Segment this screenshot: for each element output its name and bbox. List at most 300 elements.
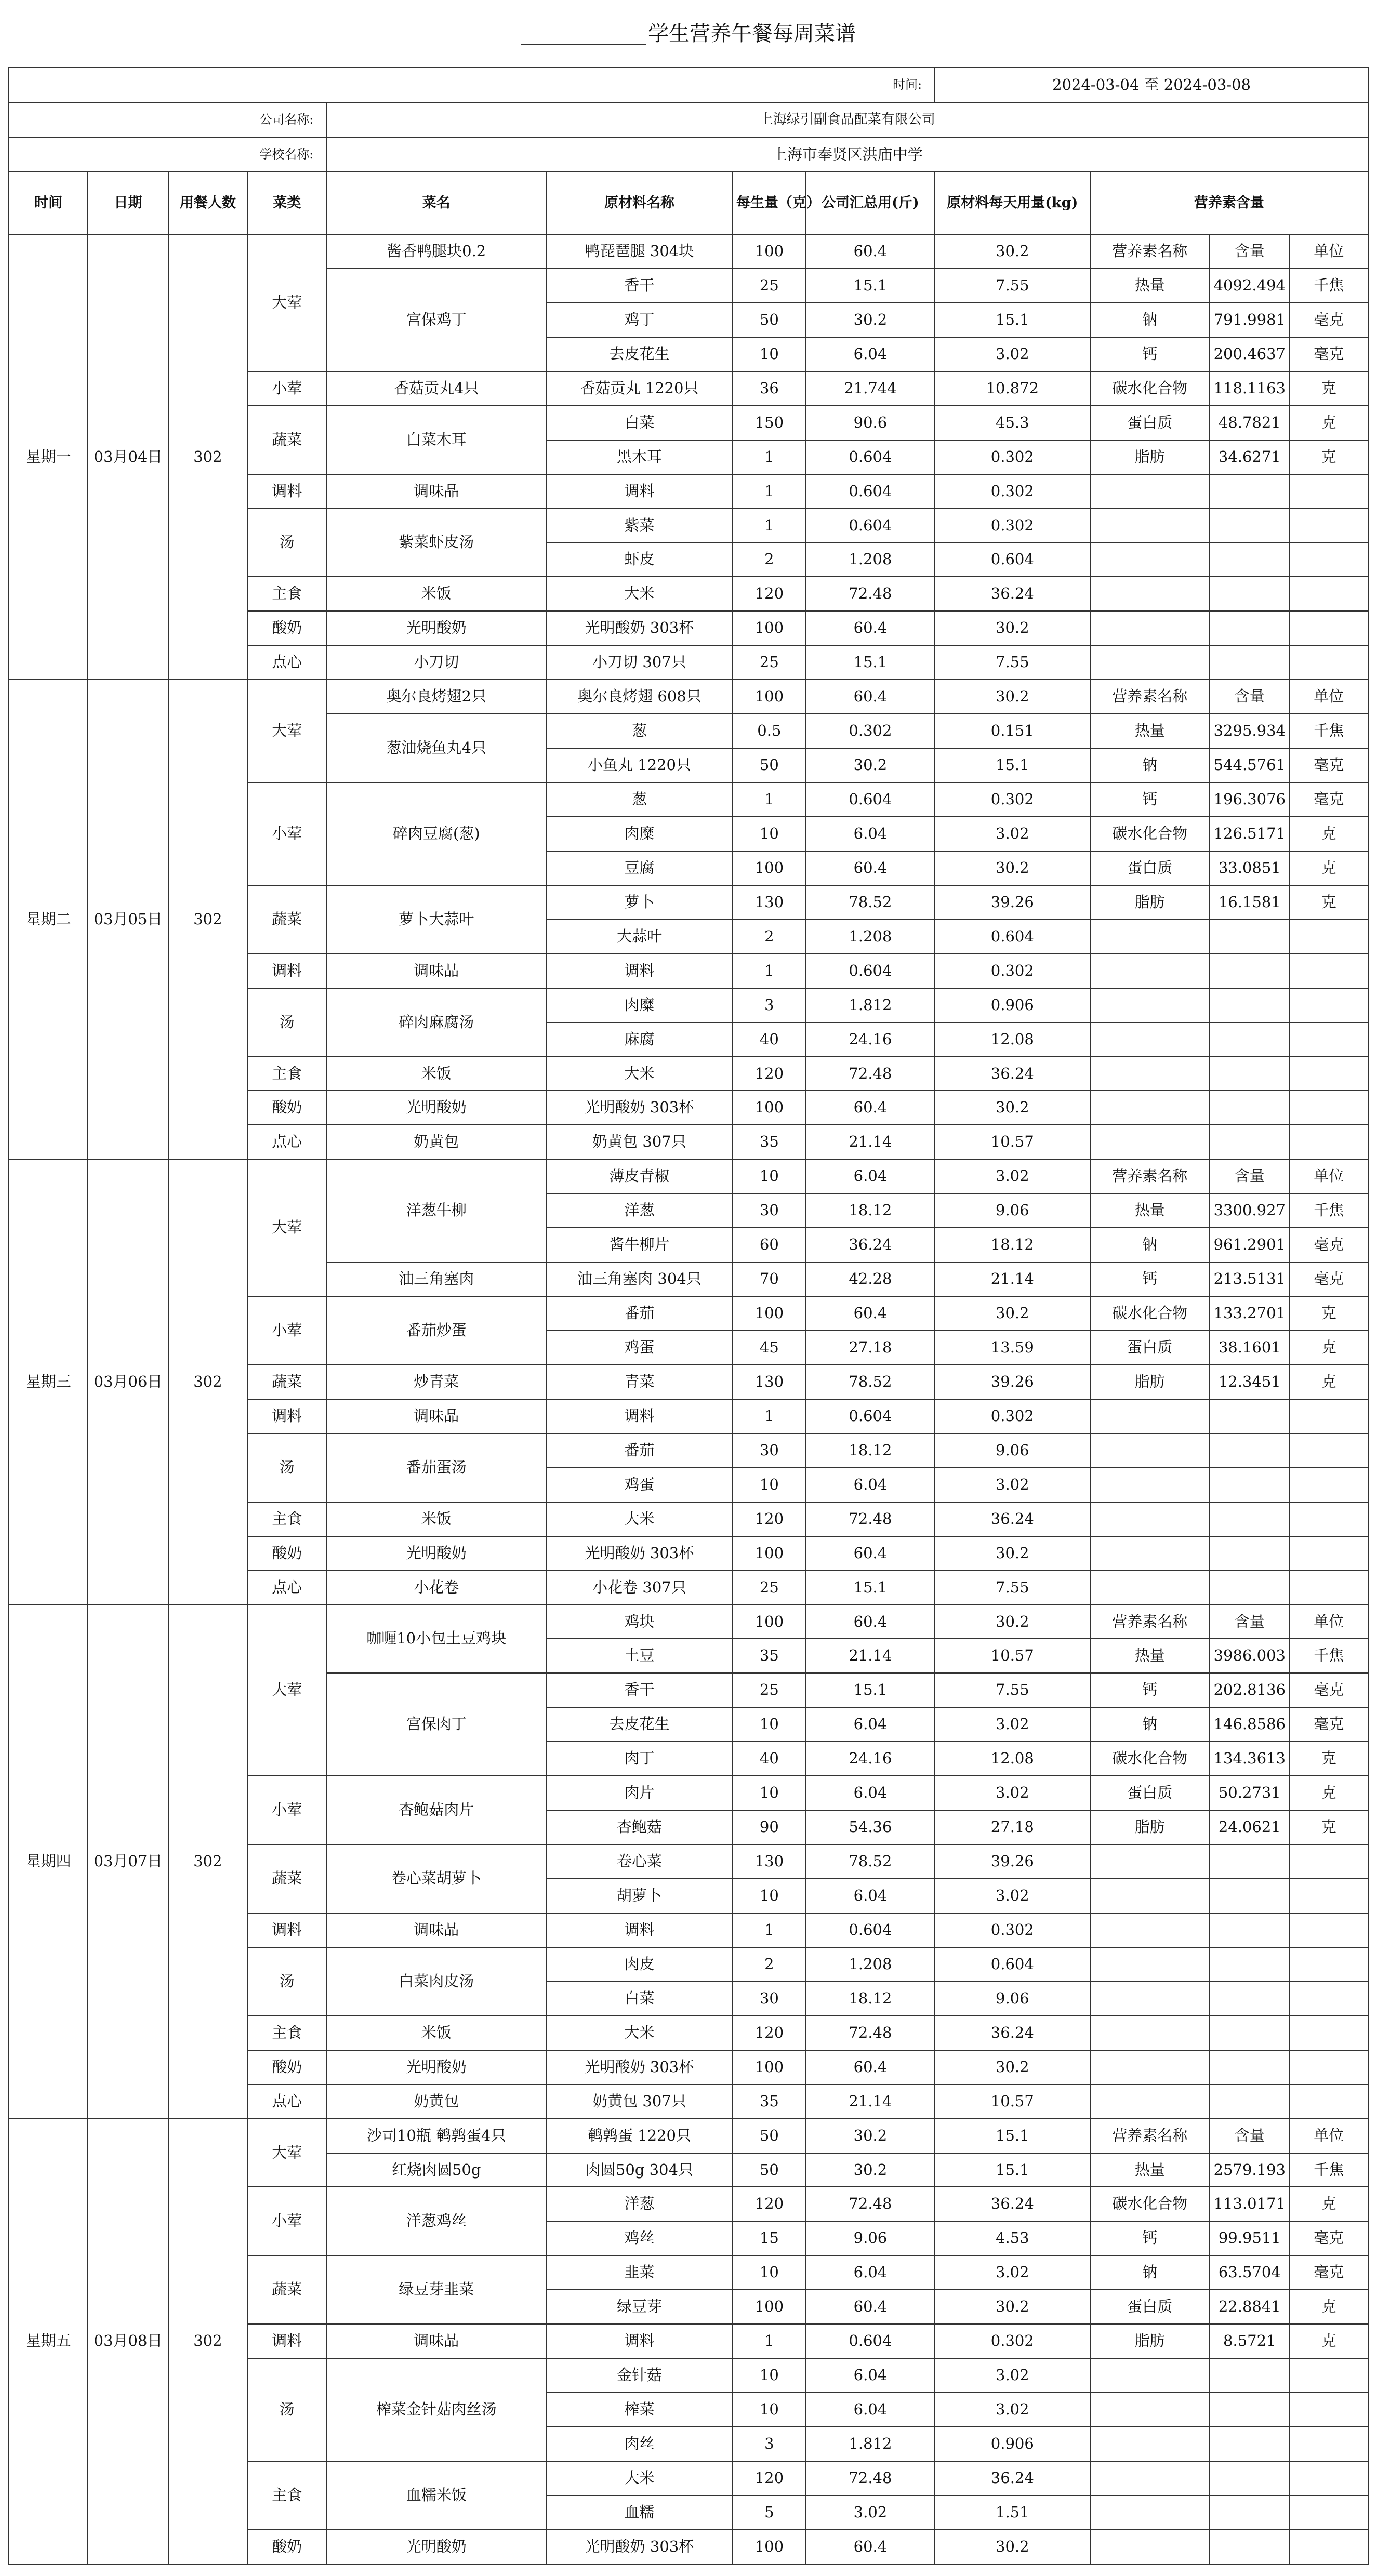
nutrient-amount-cell: 146.8586 (1210, 1707, 1289, 1742)
nutrient-empty-cell (1090, 645, 1210, 680)
daily-kg-cell: 3.02 (935, 337, 1090, 371)
daily-kg-cell: 3.02 (935, 1776, 1090, 1810)
company-total-cell: 6.04 (806, 2393, 935, 2427)
nutrient-empty-cell (1289, 611, 1368, 645)
daily-kg-cell: 30.2 (935, 611, 1090, 645)
dish-name-cell: 白菜肉皮汤 (326, 1947, 546, 2016)
daily-kg-cell: 10.872 (935, 371, 1090, 406)
nutrient-amount-cell: 2579.193 (1210, 2153, 1289, 2187)
ingredient-cell: 黑木耳 (546, 440, 733, 474)
nutrient-unit-cell: 克 (1289, 851, 1368, 885)
company-total-cell: 6.04 (806, 1879, 935, 1913)
nutrient-empty-cell (1210, 645, 1289, 680)
ingredient-cell: 鸡蛋 (546, 1331, 733, 1365)
daily-kg-cell: 30.2 (935, 680, 1090, 714)
per-student-grams-cell: 25 (733, 1571, 806, 1605)
per-student-grams-cell: 120 (733, 2016, 806, 2050)
category-cell: 主食 (247, 1057, 326, 1091)
dish-name-cell: 香菇贡丸4只 (326, 371, 546, 406)
page-title (9, 0, 1368, 68)
nutrient-empty-cell (1289, 1913, 1368, 1947)
dish-name-cell: 番茄蛋汤 (326, 1433, 546, 1502)
ingredient-cell: 光明酸奶 303杯 (546, 2530, 733, 2564)
company-total-cell: 30.2 (806, 2119, 935, 2153)
nutrient-empty-cell (1210, 2461, 1289, 2495)
nutrient-empty-cell (1289, 1536, 1368, 1571)
company-total-cell: 72.48 (806, 1057, 935, 1091)
nutrient-unit-cell: 毫克 (1289, 303, 1368, 337)
ingredient-cell: 萝卜 (546, 885, 733, 920)
nutrient-empty-cell (1210, 920, 1289, 954)
nutrient-unit-cell: 单位 (1289, 1605, 1368, 1639)
nutrient-amount-cell: 34.6271 (1210, 440, 1289, 474)
nutrient-empty-cell (1210, 1844, 1289, 1879)
category-cell: 酸奶 (247, 1091, 326, 1125)
nutrient-unit-cell: 克 (1289, 2324, 1368, 2358)
daily-kg-cell: 30.2 (935, 2050, 1090, 2084)
daily-kg-cell: 15.1 (935, 2119, 1090, 2153)
daily-kg-cell: 30.2 (935, 2290, 1090, 2324)
daily-kg-cell: 9.06 (935, 1193, 1090, 1228)
company-total-cell: 21.14 (806, 1639, 935, 1673)
company-total-cell: 1.812 (806, 2427, 935, 2461)
daily-kg-cell: 10.57 (935, 1125, 1090, 1159)
company-total-cell: 24.16 (806, 1742, 935, 1776)
ingredient-cell: 鸡块 (546, 1605, 733, 1639)
per-student-grams-cell: 60 (733, 1228, 806, 1262)
nutrient-empty-cell (1289, 1468, 1368, 1502)
nutrient-name-cell: 热量 (1090, 714, 1210, 748)
dish-name-cell: 光明酸奶 (326, 1536, 546, 1571)
daily-kg-cell: 9.06 (935, 1433, 1090, 1468)
nutrient-name-cell: 热量 (1090, 1639, 1210, 1673)
category-cell: 汤 (247, 509, 326, 577)
nutrient-unit-cell: 千焦 (1289, 2153, 1368, 2187)
company-total-cell: 3.02 (806, 2495, 935, 2530)
nutrient-name-cell: 蛋白质 (1090, 1331, 1210, 1365)
per-student-grams-cell: 10 (733, 2255, 806, 2290)
company-total-cell: 6.04 (806, 1776, 935, 1810)
daily-kg-cell: 0.302 (935, 782, 1090, 817)
nutrient-unit-cell: 克 (1289, 1742, 1368, 1776)
dish-name-cell: 宫保鸡丁 (326, 269, 546, 371)
ingredient-cell: 鸡蛋 (546, 1468, 733, 1502)
dish-name-cell: 碎肉麻腐汤 (326, 988, 546, 1057)
daily-kg-cell: 0.302 (935, 2324, 1090, 2358)
ingredient-cell: 奥尔良烤翅 608只 (546, 680, 733, 714)
nutrient-unit-cell: 毫克 (1289, 2255, 1368, 2290)
dish-name-cell: 红烧肉圆50g (326, 2153, 546, 2187)
company-total-cell: 42.28 (806, 1262, 935, 1296)
daily-kg-cell: 3.02 (935, 1707, 1090, 1742)
nutrient-empty-cell (1210, 2016, 1289, 2050)
nutrient-name-cell: 钠 (1090, 303, 1210, 337)
ingredient-cell: 鸭琵琶腿 304块 (546, 234, 733, 269)
ingredient-cell: 小鱼丸 1220只 (546, 748, 733, 782)
nutrient-name-cell: 脂肪 (1090, 2324, 1210, 2358)
dish-name-cell: 米饭 (326, 1502, 546, 1536)
ingredient-cell: 薄皮青椒 (546, 1159, 733, 1193)
company-total-cell: 72.48 (806, 1502, 935, 1536)
company-total-cell: 0.604 (806, 1913, 935, 1947)
nutrient-amount-cell: 202.8136 (1210, 1673, 1289, 1707)
company-total-cell: 60.4 (806, 1296, 935, 1331)
nutrient-amount-cell: 113.0171 (1210, 2187, 1289, 2221)
dish-name-cell: 绿豆芽韭菜 (326, 2255, 546, 2324)
per-student-grams-cell: 35 (733, 1639, 806, 1673)
nutrient-amount-cell: 8.5721 (1210, 2324, 1289, 2358)
nutrient-empty-cell (1090, 542, 1210, 577)
dish-name-cell: 沙司10瓶 鹌鹑蛋4只 (326, 2119, 546, 2153)
ingredient-cell: 土豆 (546, 1639, 733, 1673)
school-value: 上海市奉贤区洪庙中学 (326, 137, 1368, 172)
nutrient-empty-cell (1210, 954, 1289, 988)
nutrient-name-cell: 钠 (1090, 2255, 1210, 2290)
ingredient-cell: 鸡丁 (546, 303, 733, 337)
date-cell: 03月07日 (88, 1605, 168, 2119)
category-cell: 小荤 (247, 1296, 326, 1365)
nutrient-empty-cell (1090, 988, 1210, 1023)
column-header: 每生量（克） (733, 172, 806, 234)
per-student-grams-cell: 10 (733, 1159, 806, 1193)
nutrient-name-cell: 钠 (1090, 1228, 1210, 1262)
ingredient-cell: 豆腐 (546, 851, 733, 885)
dish-name-cell: 洋葱牛柳 (326, 1159, 546, 1262)
ingredient-cell: 葱 (546, 782, 733, 817)
nutrient-unit-cell: 克 (1289, 1810, 1368, 1844)
category-cell: 汤 (247, 2358, 326, 2461)
company-total-cell: 0.604 (806, 954, 935, 988)
nutrient-empty-cell (1210, 2495, 1289, 2530)
per-student-grams-cell: 100 (733, 611, 806, 645)
nutrient-empty-cell (1210, 2358, 1289, 2393)
nutrient-empty-cell (1090, 1844, 1210, 1879)
ingredient-cell: 肉丝 (546, 2427, 733, 2461)
nutrient-name-cell: 钙 (1090, 337, 1210, 371)
nutrient-empty-cell (1210, 577, 1289, 611)
nutrient-empty-cell (1090, 2427, 1210, 2461)
nutrient-unit-cell: 克 (1289, 440, 1368, 474)
nutrient-empty-cell (1210, 988, 1289, 1023)
company-total-cell: 27.18 (806, 1331, 935, 1365)
per-student-grams-cell: 150 (733, 406, 806, 440)
nutrient-empty-cell (1090, 1947, 1210, 1982)
nutrient-name-cell: 脂肪 (1090, 440, 1210, 474)
daily-kg-cell: 15.1 (935, 2153, 1090, 2187)
nutrient-name-cell: 脂肪 (1090, 1365, 1210, 1399)
ingredient-cell: 奶黄包 307只 (546, 2084, 733, 2119)
nutrient-empty-cell (1210, 1947, 1289, 1982)
nutrient-unit-cell: 克 (1289, 406, 1368, 440)
company-total-cell: 15.1 (806, 269, 935, 303)
nutrient-empty-cell (1289, 2016, 1368, 2050)
nutrient-empty-cell (1289, 954, 1368, 988)
dish-name-cell: 白菜木耳 (326, 406, 546, 474)
ingredient-cell: 大蒜叶 (546, 920, 733, 954)
category-cell: 点心 (247, 1571, 326, 1605)
nutrient-empty-cell (1090, 1468, 1210, 1502)
column-header: 用餐人数 (168, 172, 247, 234)
nutrient-unit-cell: 克 (1289, 817, 1368, 851)
per-student-grams-cell: 100 (733, 2530, 806, 2564)
daily-kg-cell: 0.302 (935, 954, 1090, 988)
ingredient-cell: 胡萝卜 (546, 1879, 733, 1913)
time-row (9, 68, 1368, 102)
nutrient-unit-cell: 毫克 (1289, 1228, 1368, 1262)
nutrient-empty-cell (1289, 1502, 1368, 1536)
company-total-cell: 0.604 (806, 474, 935, 509)
per-student-grams-cell: 25 (733, 645, 806, 680)
nutrient-name-cell: 蛋白质 (1090, 406, 1210, 440)
dish-name-cell: 油三角塞肉 (326, 1262, 546, 1296)
daily-kg-cell: 3.02 (935, 817, 1090, 851)
nutrient-amount-cell: 含量 (1210, 1605, 1289, 1639)
per-student-grams-cell: 30 (733, 1982, 806, 2016)
ingredient-cell: 大米 (546, 2016, 733, 2050)
dish-name-cell: 碎肉豆腐(葱) (326, 782, 546, 885)
nutrient-name-cell: 碳水化合物 (1090, 1742, 1210, 1776)
category-cell: 大荤 (247, 1159, 326, 1296)
nutrient-empty-cell (1210, 2427, 1289, 2461)
per-student-grams-cell: 100 (733, 1296, 806, 1331)
ingredient-cell: 紫菜 (546, 509, 733, 543)
ingredient-cell: 调料 (546, 1913, 733, 1947)
nutrient-name-cell: 营养素名称 (1090, 1159, 1210, 1193)
daily-kg-cell: 7.55 (935, 1673, 1090, 1707)
nutrient-empty-cell (1090, 2495, 1210, 2530)
daily-kg-cell: 3.02 (935, 1879, 1090, 1913)
ingredient-cell: 番茄 (546, 1296, 733, 1331)
nutrient-empty-cell (1289, 1879, 1368, 1913)
dish-name-cell: 葱油烧鱼丸4只 (326, 714, 546, 782)
company-total-cell: 1.208 (806, 920, 935, 954)
company-total-cell: 9.06 (806, 2221, 935, 2255)
nutrient-empty-cell (1289, 1125, 1368, 1159)
diners-cell: 302 (168, 1159, 247, 1604)
nutrient-amount-cell: 33.0851 (1210, 851, 1289, 885)
category-cell: 蔬菜 (247, 1844, 326, 1913)
nutrient-amount-cell: 含量 (1210, 1159, 1289, 1193)
per-student-grams-cell: 10 (733, 2393, 806, 2427)
daily-kg-cell: 3.02 (935, 2393, 1090, 2427)
weekday-cell: 星期四 (9, 1605, 88, 2119)
per-student-grams-cell: 2 (733, 542, 806, 577)
company-row (9, 102, 1368, 137)
nutrient-unit-cell: 毫克 (1289, 2221, 1368, 2255)
daily-kg-cell: 4.53 (935, 2221, 1090, 2255)
company-total-cell: 6.04 (806, 1159, 935, 1193)
ingredient-cell: 肉皮 (546, 1947, 733, 1982)
nutrient-empty-cell (1090, 2461, 1210, 2495)
nutrient-unit-cell: 克 (1289, 2290, 1368, 2324)
category-cell: 大荤 (247, 2119, 326, 2187)
dish-name-cell: 米饭 (326, 577, 546, 611)
ingredient-cell: 青菜 (546, 1365, 733, 1399)
nutrient-empty-cell (1090, 1913, 1210, 1947)
nutrient-empty-cell (1289, 1571, 1368, 1605)
per-student-grams-cell: 10 (733, 1468, 806, 1502)
nutrient-unit-cell: 毫克 (1289, 337, 1368, 371)
category-cell: 调料 (247, 954, 326, 988)
weekday-cell: 星期五 (9, 2119, 88, 2564)
ingredient-cell: 鹌鹑蛋 1220只 (546, 2119, 733, 2153)
category-cell: 小荤 (247, 782, 326, 885)
nutrient-empty-cell (1090, 577, 1210, 611)
nutrient-name-cell: 钠 (1090, 748, 1210, 782)
daily-kg-cell: 30.2 (935, 1091, 1090, 1125)
nutrient-empty-cell (1210, 1125, 1289, 1159)
daily-kg-cell: 0.604 (935, 542, 1090, 577)
company-total-cell: 6.04 (806, 2255, 935, 2290)
menu-row (9, 1605, 1368, 1639)
ingredient-cell: 大米 (546, 1502, 733, 1536)
column-header: 原材料每天用量(kg) (935, 172, 1090, 234)
company-total-cell: 0.604 (806, 782, 935, 817)
per-student-grams-cell: 130 (733, 1365, 806, 1399)
ingredient-cell: 光明酸奶 303杯 (546, 2050, 733, 2084)
nutrient-unit-cell: 克 (1289, 1331, 1368, 1365)
dish-name-cell: 调味品 (326, 474, 546, 509)
nutrient-amount-cell: 3986.003 (1210, 1639, 1289, 1673)
nutrient-name-cell: 营养素名称 (1090, 2119, 1210, 2153)
category-cell: 点心 (247, 645, 326, 680)
ingredient-cell: 肉丁 (546, 1742, 733, 1776)
school-row (9, 137, 1368, 172)
per-student-grams-cell: 100 (733, 680, 806, 714)
nutrient-empty-cell (1090, 2358, 1210, 2393)
company-total-cell: 60.4 (806, 851, 935, 885)
column-header: 菜名 (326, 172, 546, 234)
nutrient-unit-cell: 克 (1289, 1776, 1368, 1810)
ingredient-cell: 洋葱 (546, 2187, 733, 2221)
daily-kg-cell: 30.2 (935, 851, 1090, 885)
nutrient-name-cell: 钙 (1090, 782, 1210, 817)
daily-kg-cell: 15.1 (935, 303, 1090, 337)
ingredient-cell: 卷心菜 (546, 1844, 733, 1879)
category-cell: 酸奶 (247, 611, 326, 645)
company-total-cell: 21.14 (806, 1125, 935, 1159)
company-total-cell: 24.16 (806, 1023, 935, 1057)
daily-kg-cell: 7.55 (935, 1571, 1090, 1605)
dish-name-cell: 小刀切 (326, 645, 546, 680)
nutrient-amount-cell: 200.4637 (1210, 337, 1289, 371)
ingredient-cell: 白菜 (546, 1982, 733, 2016)
category-cell: 蔬菜 (247, 1365, 326, 1399)
company-label: 公司名称: (9, 102, 326, 137)
company-total-cell: 1.208 (806, 542, 935, 577)
dish-name-cell: 血糯米饭 (326, 2461, 546, 2530)
title-text: 学生营养午餐每周菜谱 (648, 21, 856, 46)
nutrient-empty-cell (1090, 2530, 1210, 2564)
nutrient-empty-cell (1090, 2084, 1210, 2119)
nutrient-unit-cell: 毫克 (1289, 782, 1368, 817)
category-cell: 点心 (247, 1125, 326, 1159)
category-cell: 汤 (247, 988, 326, 1057)
nutrient-empty-cell (1090, 2393, 1210, 2427)
per-student-grams-cell: 30 (733, 1433, 806, 1468)
nutrient-empty-cell (1289, 542, 1368, 577)
nutrient-empty-cell (1289, 645, 1368, 680)
nutrient-empty-cell (1289, 474, 1368, 509)
diners-cell: 302 (168, 680, 247, 1159)
category-cell: 主食 (247, 2461, 326, 2530)
daily-kg-cell: 27.18 (935, 1810, 1090, 1844)
dish-name-cell: 奥尔良烤翅2只 (326, 680, 546, 714)
dish-name-cell: 光明酸奶 (326, 2530, 546, 2564)
title-blank-line (521, 29, 646, 45)
dish-name-cell: 光明酸奶 (326, 2050, 546, 2084)
nutrient-empty-cell (1289, 2358, 1368, 2393)
category-cell: 小荤 (247, 2187, 326, 2255)
ingredient-cell: 油三角塞肉 304只 (546, 1262, 733, 1296)
per-student-grams-cell: 2 (733, 1947, 806, 1982)
weekday-cell: 星期三 (9, 1159, 88, 1604)
company-total-cell: 18.12 (806, 1433, 935, 1468)
dish-name-cell: 杏鲍菇肉片 (326, 1776, 546, 1844)
company-total-cell: 6.04 (806, 337, 935, 371)
column-header: 菜类 (247, 172, 326, 234)
nutrient-empty-cell (1210, 1879, 1289, 1913)
daily-kg-cell: 7.55 (935, 645, 1090, 680)
ingredient-cell: 小花卷 307只 (546, 1571, 733, 1605)
ingredient-cell: 香干 (546, 269, 733, 303)
nutrient-amount-cell: 22.8841 (1210, 2290, 1289, 2324)
daily-kg-cell: 12.08 (935, 1742, 1090, 1776)
daily-kg-cell: 18.12 (935, 1228, 1090, 1262)
daily-kg-cell: 30.2 (935, 1536, 1090, 1571)
dish-name-cell: 调味品 (326, 1399, 546, 1433)
ingredient-cell: 调料 (546, 2324, 733, 2358)
daily-kg-cell: 3.02 (935, 1468, 1090, 1502)
daily-kg-cell: 3.02 (935, 2255, 1090, 2290)
menu-row (9, 234, 1368, 269)
nutrient-empty-cell (1210, 1468, 1289, 1502)
dish-name-cell: 米饭 (326, 1057, 546, 1091)
company-total-cell: 36.24 (806, 1228, 935, 1262)
ingredient-cell: 洋葱 (546, 1193, 733, 1228)
dish-name-cell: 紫菜虾皮汤 (326, 509, 546, 577)
per-student-grams-cell: 40 (733, 1023, 806, 1057)
nutrient-empty-cell (1210, 1536, 1289, 1571)
nutrient-amount-cell: 50.2731 (1210, 1776, 1289, 1810)
ingredient-cell: 肉片 (546, 1776, 733, 1810)
nutrient-unit-cell: 毫克 (1289, 1707, 1368, 1742)
nutrient-amount-cell: 544.5761 (1210, 748, 1289, 782)
nutrient-name-cell: 碳水化合物 (1090, 1296, 1210, 1331)
nutrient-name-cell: 蛋白质 (1090, 851, 1210, 885)
column-header: 公司汇总用(斤) (806, 172, 935, 234)
daily-kg-cell: 36.24 (935, 1502, 1090, 1536)
daily-kg-cell: 30.2 (935, 1296, 1090, 1331)
company-value: 上海绿引副食品配菜有限公司 (326, 102, 1368, 137)
date-cell: 03月04日 (88, 234, 168, 680)
nutrient-empty-cell (1090, 1571, 1210, 1605)
nutrient-name-cell: 脂肪 (1090, 1810, 1210, 1844)
daily-kg-cell: 7.55 (935, 269, 1090, 303)
daily-kg-cell: 36.24 (935, 577, 1090, 611)
dish-name-cell: 奶黄包 (326, 2084, 546, 2119)
nutrient-unit-cell: 毫克 (1289, 1262, 1368, 1296)
nutrient-name-cell: 钙 (1090, 1262, 1210, 1296)
nutrient-name-cell: 钙 (1090, 2221, 1210, 2255)
daily-kg-cell: 0.906 (935, 988, 1090, 1023)
dish-name-cell: 咖喱10小包土豆鸡块 (326, 1605, 546, 1674)
nutrient-unit-cell: 千焦 (1289, 269, 1368, 303)
per-student-grams-cell: 30 (733, 1193, 806, 1228)
company-total-cell: 0.604 (806, 440, 935, 474)
company-total-cell: 72.48 (806, 2187, 935, 2221)
ingredient-cell: 韭菜 (546, 2255, 733, 2290)
